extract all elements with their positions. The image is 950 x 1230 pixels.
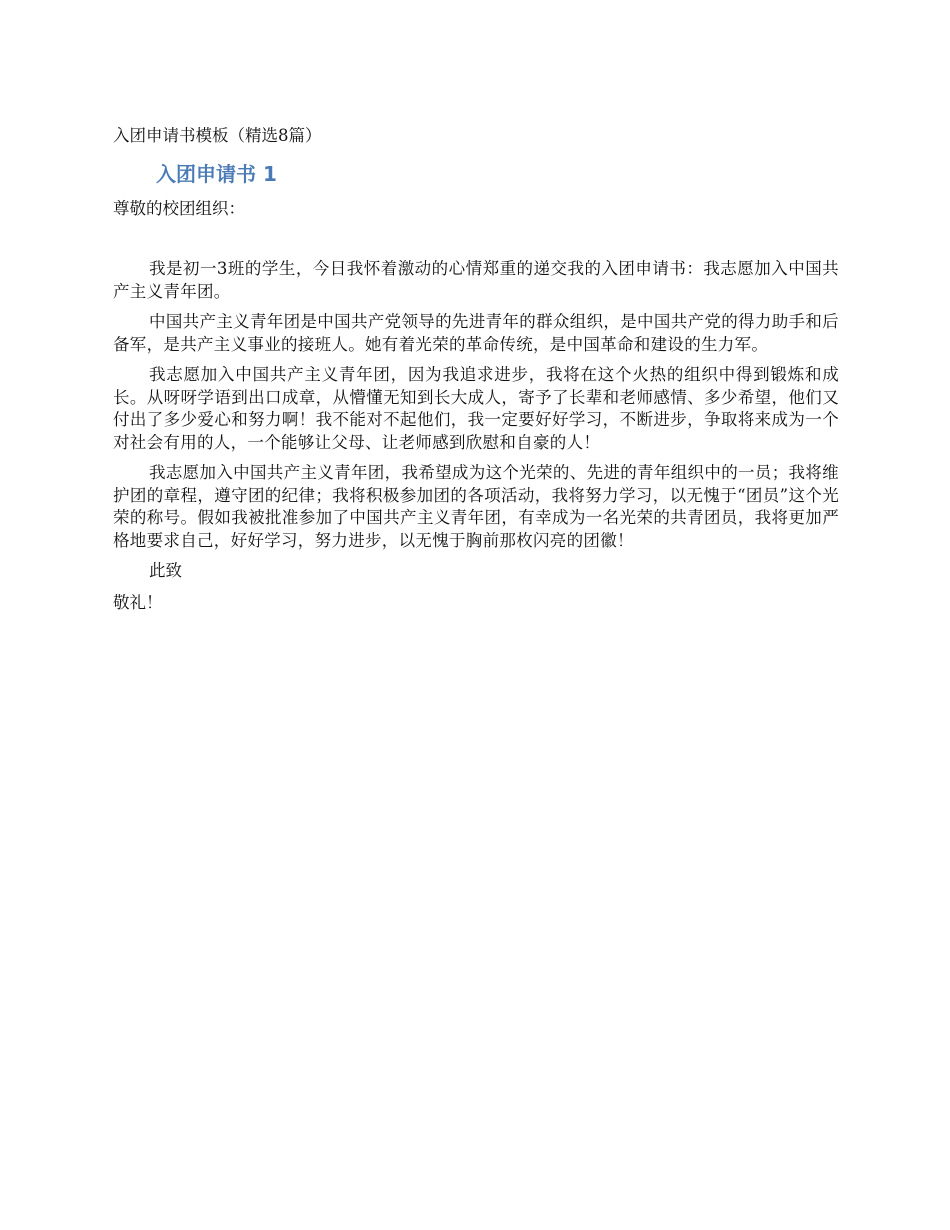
body-paragraph-2: 中国共产主义青年团是中国共产党领导的先进青年的群众组织，是中国共产党的得力助手和后备军，是共产主义事业的接班人。她有着光荣的革命传统，是中国革命和建设的生力军。	[113, 312, 839, 354]
closing-line: 此致	[149, 561, 182, 580]
body-paragraph-3: 我志愿加入中国共产主义青年团，因为我追求进步，我将在这个火热的组织中得到锻炼和成长。从呀呀学语到出口成章，从懵懂无知到长大成人，寄予了长辈和老师感情、多少希望，他们又付出了多少爱心和努力啊！我不能对不起他们，我一定要好好学习，不断进步，争取将来成为一个对社会有用的人，一个能够让父母、让老师感到欣慰和自豪的人！	[113, 365, 839, 452]
document-title: 入团申请书模板（精选8篇）	[113, 126, 322, 145]
document-page	[113, 124, 839, 614]
salutation: 尊敬的校团组织：	[113, 199, 245, 218]
section-heading: 入团申请书 1	[156, 162, 277, 186]
regards-line: 敬礼！	[113, 593, 163, 612]
body-paragraph-4: 我志愿加入中国共产主义青年团，我希望成为这个光荣的、先进的青年组织中的一员；我将维护团的章程，遵守团的纪律；我将积极参加团的各项活动，我将努力学习，以无愧于“团员”这个光荣的称号。假如我被批准参加了中国共产主义青年团，有幸成为一名光荣的共青团员，我将更加严格地要求自己，好好学习，努力进步，以无愧于胸前那枚闪亮的团徽！	[113, 463, 839, 550]
body-paragraph-1: 我是初一3班的学生，今日我怀着激动的心情郑重的递交我的入团申请书：我志愿加入中国共产主义青年团。	[113, 259, 839, 301]
